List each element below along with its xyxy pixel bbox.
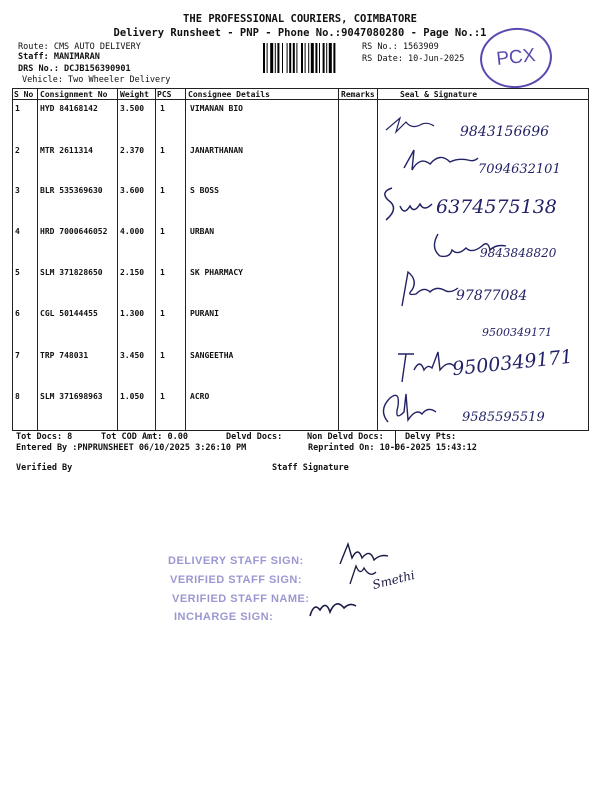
col-remarks: Remarks <box>341 90 375 99</box>
row-phone-handwritten-top: 9500349171 <box>482 326 552 339</box>
verified-by-label: Verified By <box>16 463 73 473</box>
row-consignee: URBAN <box>190 227 215 236</box>
row-consignee: PURANI <box>190 309 219 318</box>
row-pcs: 1 <box>160 351 165 360</box>
row-sno: 3 <box>15 186 20 195</box>
non-delivered-docs: Non Delvd Docs: <box>307 432 384 442</box>
total-cod-amount: Tot COD Amt: 0.00 <box>101 432 188 442</box>
row-weight: 3.450 <box>120 351 145 360</box>
row-phone-handwritten: 6374575138 <box>436 196 557 218</box>
col-weight: Weight <box>120 90 149 99</box>
delivery-points: Delvy Pts: <box>405 432 457 442</box>
row-consignment: BLR 535369630 <box>40 186 103 195</box>
stamp-text: PCX <box>495 45 537 70</box>
stamp-line-delivery-staff: DELIVERY STAFF SIGN: <box>168 555 304 567</box>
drs-number: DRS No.: DCJB156390901 <box>18 64 131 74</box>
row-weight: 1.050 <box>120 392 145 401</box>
rs-date: RS Date: 10-Jun-2025 <box>362 54 465 64</box>
row-consignee: VIMANAN BIO <box>190 104 243 113</box>
row-phone-handwritten: 9843848820 <box>480 246 557 260</box>
signature <box>400 142 480 176</box>
signature <box>382 108 442 138</box>
signature <box>376 386 446 430</box>
entered-by: Entered By :PNPRUNSHEET 06/10/2025 3:26:10 PM <box>16 443 247 453</box>
signature <box>378 182 438 226</box>
row-weight: 1.300 <box>120 309 145 318</box>
row-consignee: S BOSS <box>190 186 219 195</box>
route-label: Route: CMS AUTO DELIVERY <box>18 42 141 52</box>
row-consignee: SANGEETHA <box>190 351 234 360</box>
vehicle-label: Vehicle: Two Wheeler Delivery <box>22 75 171 85</box>
row-phone-handwritten: 9500349171 <box>451 345 574 381</box>
col-seal-signature: Seal & Signature <box>400 90 478 99</box>
row-pcs: 1 <box>160 392 165 401</box>
row-weight: 2.370 <box>120 146 145 155</box>
row-sno: 2 <box>15 146 20 155</box>
row-weight: 3.500 <box>120 104 145 113</box>
col-consignment: Consignment No <box>40 90 108 99</box>
col-consignee: Consignee Details <box>188 90 270 99</box>
row-consignment: SLM 371828650 <box>40 268 103 277</box>
col-pcs: PCS <box>157 90 172 99</box>
row-consignee: ACRO <box>190 392 210 401</box>
total-docs: Tot Docs: 8 <box>16 432 73 442</box>
row-pcs: 1 <box>160 146 165 155</box>
stamp-line-verified-staff-sign: VERIFIED STAFF SIGN: <box>170 574 303 586</box>
row-sno: 1 <box>15 104 20 113</box>
row-phone-handwritten: 97877084 <box>456 288 528 304</box>
row-weight: 2.150 <box>120 268 145 277</box>
row-weight: 4.000 <box>120 227 145 236</box>
row-consignment: HRD 7000646052 <box>40 227 108 236</box>
reprinted-on: Reprinted On: 10-06-2025 15:43:12 <box>308 443 477 453</box>
runsheet-subtitle: Delivery Runsheet - PNP - Phone No.:9047080280 - Page No.:1 <box>113 27 487 39</box>
row-consignment: SLM 371698963 <box>40 392 103 401</box>
barcode-graphic <box>263 43 355 73</box>
row-pcs: 1 <box>160 309 165 318</box>
staff-signature-label: Staff Signature <box>272 463 349 473</box>
row-phone-handwritten: 9585595519 <box>462 410 545 425</box>
col-sno: S No <box>14 90 34 99</box>
row-pcs: 1 <box>160 104 165 113</box>
row-sno: 4 <box>15 227 20 236</box>
row-consignee: SK PHARMACY <box>190 268 243 277</box>
row-consignment: MTR 2611314 <box>40 146 93 155</box>
row-consignment: CGL 50144455 <box>40 309 98 318</box>
row-phone-handwritten: 9843156696 <box>460 124 550 140</box>
rs-number: RS No.: 1563909 <box>362 42 439 52</box>
stamp-line-incharge-sign: INCHARGE SIGN: <box>174 611 274 623</box>
row-sno: 6 <box>15 309 20 318</box>
row-phone-handwritten: 7094632101 <box>478 162 561 177</box>
row-pcs: 1 <box>160 227 165 236</box>
row-weight: 3.600 <box>120 186 145 195</box>
row-sno: 7 <box>15 351 20 360</box>
company-title: THE PROFESSIONAL COURIERS, COIMBATORE <box>183 13 417 25</box>
row-pcs: 1 <box>160 186 165 195</box>
row-sno: 5 <box>15 268 20 277</box>
staff-label: Staff: MANIMARAN <box>18 52 100 62</box>
delivered-docs: Delvd Docs: <box>226 432 283 442</box>
stamp-line-verified-staff-name: VERIFIED STAFF NAME: <box>172 593 310 605</box>
row-pcs: 1 <box>160 268 165 277</box>
signature <box>392 266 462 308</box>
row-consignment: TRP 748031 <box>40 351 89 360</box>
row-sno: 8 <box>15 392 20 401</box>
row-consignment: HYD 84168142 <box>40 104 98 113</box>
stamp-handwritten-name: Smethi <box>370 567 417 593</box>
row-consignee: JANARTHANAN <box>190 146 243 155</box>
